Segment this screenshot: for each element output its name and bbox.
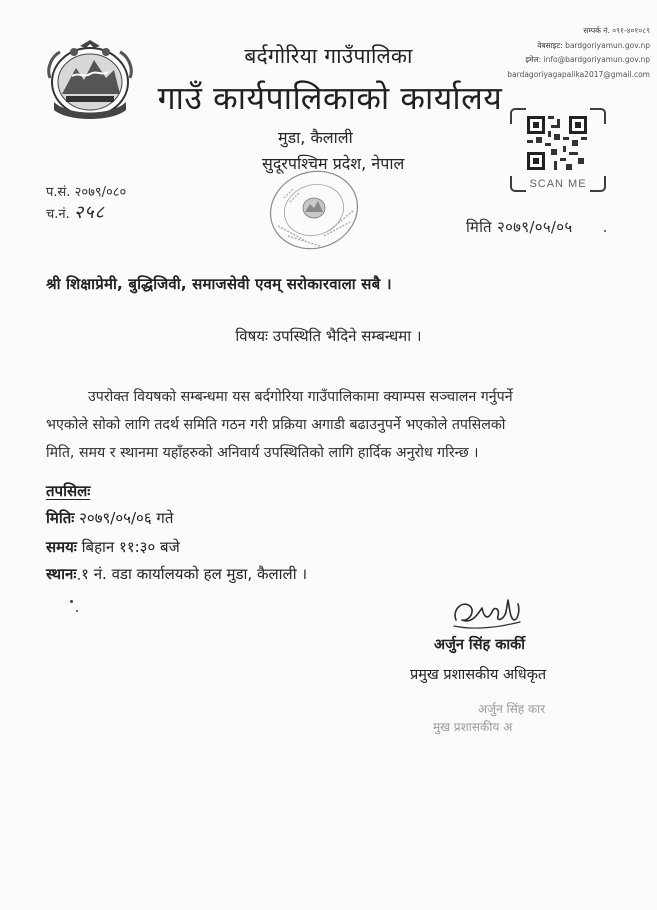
contact-website: वेबसाइट: bardgoriyamun.gov.np <box>537 40 650 50</box>
signatory-name: अर्जुन सिंह कार्की <box>434 637 526 653</box>
qr-scan-label: SCAN ME <box>529 178 587 190</box>
qr-frame-corner <box>510 108 526 124</box>
scan-speck <box>76 610 78 612</box>
scan-speck <box>70 600 73 603</box>
contact-block <box>490 24 650 82</box>
body-line: उपरोक्त वियषको सम्बन्धमा यस बर्दगोरिया गाउँपालिकामा क्याम्पस सञ्चालन गर्नुपर्ने <box>88 389 513 405</box>
contact-email: इमेल: info@bardgoriyamun.gov.np <box>525 55 650 64</box>
scan-speck <box>78 578 80 580</box>
address-line-2: सुदूरपश्चिम प्रदेश, नेपाल <box>262 154 405 173</box>
schedule-place: स्थानः १ नं. वडा कार्यालयको हल मुडा, कैलाली । <box>46 565 308 583</box>
body-line: मिति, समय र स्थानमा यहाँहरुको अनिवार्य उपस्थितिको लागि हार्दिक अनुरोध गरिन्छ । <box>46 445 479 461</box>
qr-frame-corner <box>590 108 606 124</box>
schedule-heading: तपसिलः <box>46 482 91 500</box>
qr-code <box>510 108 606 192</box>
office-name: गाउँ कार्यपालिकाको कार्यालय <box>157 79 503 117</box>
faint-stamp-name: अर्जुन सिंह कार <box>478 702 546 716</box>
letter-subject: विषयः उपस्थिति भैदिने सम्बन्धमा । <box>235 327 422 345</box>
schedule-date: मितिः २०७९/०५/०६ गते <box>46 509 174 527</box>
fiscal-year-ref: प.सं. २०७९/०८० <box>46 185 127 200</box>
qr-code-icon <box>527 116 587 170</box>
dispatch-number-ref: च.नं. २५८ <box>46 202 105 223</box>
body-line: भएकोले सोको लागि तदर्थ समिति गठन गरी प्रक्रिया अगाडी बढाउनुपर्ने भएकोले तपसिलको <box>46 417 506 433</box>
signatory-title: प्रमुख प्रशासकीय अधिकृत <box>410 667 547 683</box>
address-line-1: मुडा, कैलाली <box>278 128 353 147</box>
scan-speck <box>604 230 606 232</box>
faint-stamp-title: मुख प्रशासकीय अ <box>433 720 513 734</box>
handwritten-signature <box>448 590 528 634</box>
municipality-name: बर्दगोरिया गाउँपालिका <box>244 44 413 68</box>
contact-email-2: bardagoriyagapalika2017@gmail.com <box>507 69 650 79</box>
letter-addressee: श्री शिक्षाप्रेमी, बुद्धिजिवी, समाजसेवी एवम् सरोकारवाला सबै । <box>46 275 392 293</box>
letter-date: मिति २०७९/०५/०५ <box>466 218 573 236</box>
contact-phone: सम्पर्क नं. ०९१-४०१०८९ <box>583 26 650 35</box>
letter-body <box>46 383 612 467</box>
office-stamp <box>264 166 368 258</box>
schedule-time: समयः बिहान ११:३० बजे <box>46 538 180 556</box>
